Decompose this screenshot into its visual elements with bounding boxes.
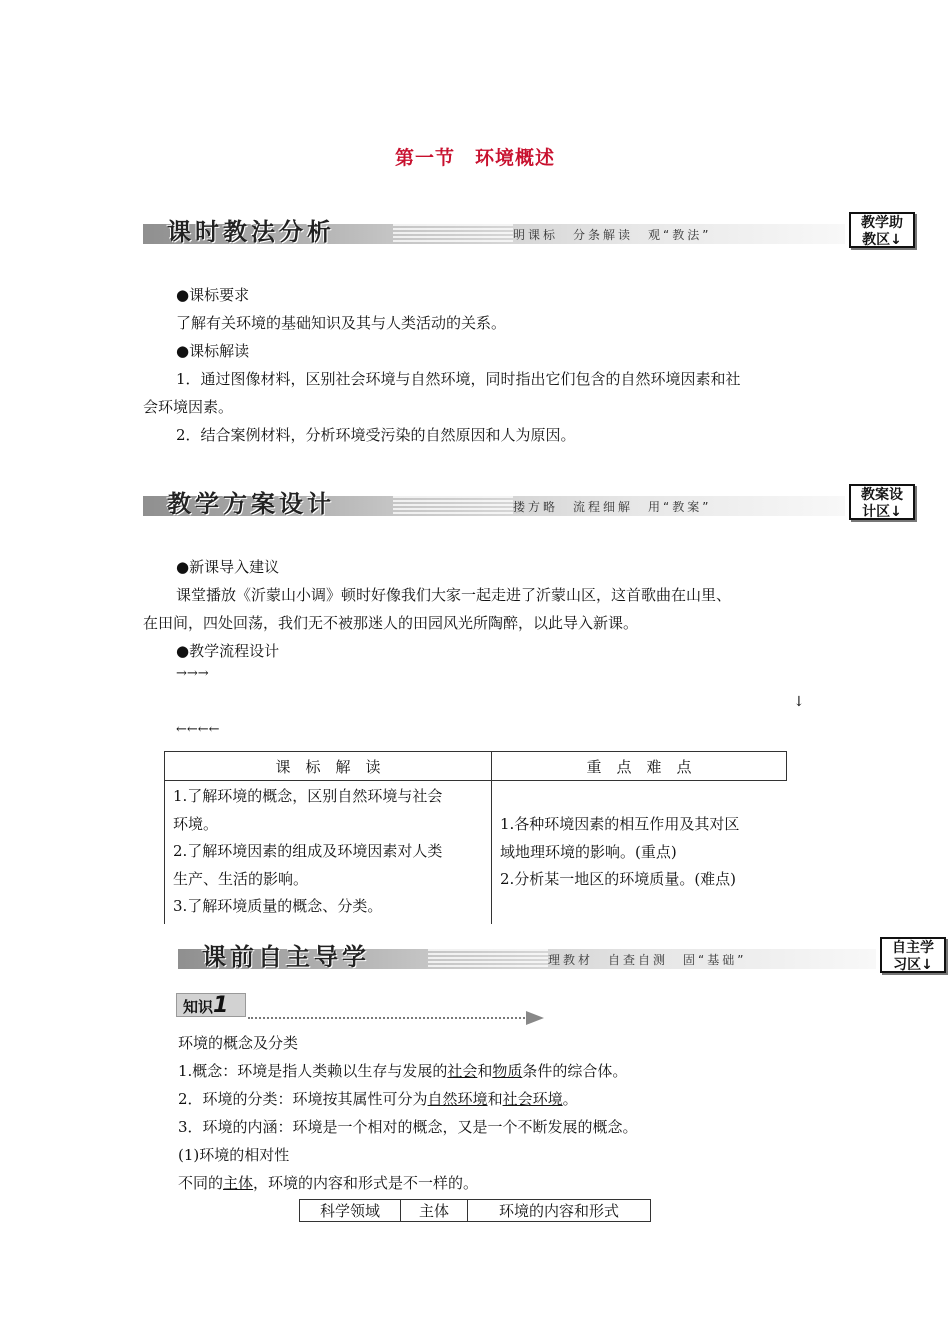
underlined-term: 主体 <box>223 1174 254 1192</box>
cell-line: 生产、生活的影响。 <box>173 869 309 888</box>
knowledge-point-2 <box>178 1088 578 1109</box>
knowledge-subpoint: (1)环境的相对性 <box>178 1146 290 1164</box>
cell-line: 环境。 <box>173 814 219 833</box>
banner-side-box <box>849 484 915 520</box>
text-run: 和 <box>477 1062 493 1080</box>
text-run: 不同的 <box>178 1174 224 1192</box>
text-run: 。 <box>562 1090 578 1108</box>
banner-self-study <box>178 937 946 977</box>
flow-arrows-right: →→→ <box>176 666 209 681</box>
table-cell-key-points <box>492 781 787 924</box>
standard-requirement-text: 了解有关环境的基础知识及其与人类活动的关系。 <box>176 314 507 332</box>
arrow-right-icon <box>526 1011 544 1025</box>
text-run: 1.概念：环境是指人类赖以生存与发展的 <box>178 1062 448 1080</box>
box-line-1: 教案设 <box>861 487 903 503</box>
cell-line: 2.分析某一地区的环境质量。(难点) <box>500 870 737 888</box>
cell-line: 3.了解环境质量的概念、分类。 <box>173 897 383 915</box>
standard-requirement-label: ●课标要求 <box>176 286 250 304</box>
standard-reading-label: ●课标解读 <box>176 342 250 360</box>
banner-heading: 教学方案设计 <box>167 490 335 518</box>
text-run: 2．环境的分类：环境按其属性可分为 <box>178 1090 428 1108</box>
page-title: 第一节 环境概述 <box>394 147 555 169</box>
banner-stripes <box>393 496 513 516</box>
knowledge-dotted-line <box>248 1017 528 1019</box>
table-header: 主体 <box>401 1200 468 1222</box>
underlined-term: 社会 <box>447 1062 478 1080</box>
box-line-1: 教学助 <box>861 215 903 231</box>
banner-teaching-plan <box>143 484 915 524</box>
banner-heading: 课前自主导学 <box>202 943 370 971</box>
table-cell-standards <box>165 781 492 924</box>
table-header: 重 点 难 点 <box>492 752 787 781</box>
banner-side-box <box>880 937 946 973</box>
knowledge-point-3: 3．环境的内涵：环境是一个相对的概念，又是一个不断发展的概念。 <box>178 1118 638 1136</box>
text-run: 条件的综合体。 <box>522 1062 628 1080</box>
text-run: 和 <box>487 1090 503 1108</box>
flow-arrows-left: ←←←← <box>176 722 220 737</box>
banner-heading: 课时教法分析 <box>167 218 335 246</box>
cell-line: 1.了解环境的概念，区别自然环境与社会 <box>173 787 443 805</box>
box-line-2: 习区↓ <box>893 957 933 973</box>
reading-item-1b: 会环境因素。 <box>143 398 234 416</box>
knowledge-badge <box>176 993 246 1017</box>
box-line-2: 计区↓ <box>862 504 902 520</box>
intro-suggestion-label: ●新课导入建议 <box>176 558 280 576</box>
table-header: 科学领域 <box>300 1200 401 1222</box>
cell-line: 1.各种环境因素的相互作用及其对区 <box>500 815 740 833</box>
cell-line: 2.了解环境因素的组成及环境因素对人类 <box>173 842 443 860</box>
knowledge-point-1 <box>178 1060 627 1081</box>
banner-stripes <box>428 949 548 969</box>
intro-text-a: 课堂播放《沂蒙山小调》顿时好像我们大家一起走进了沂蒙山区，这首歌曲在山里、 <box>176 586 732 604</box>
underlined-term: 自然环境 <box>427 1090 488 1108</box>
knowledge-topic: 环境的概念及分类 <box>178 1034 299 1052</box>
banner-slogan: 明课标 分条解读 观“教法” <box>513 228 712 242</box>
text-run: ，环境的内容和形式是不一样的。 <box>253 1174 479 1192</box>
underlined-term: 物质 <box>492 1062 523 1080</box>
reading-item-1a: 1．通过图像材料，区别社会环境与自然环境，同时指出它们包含的自然环境因素和社 <box>176 370 741 388</box>
table-header: 环境的内容和形式 <box>468 1200 651 1222</box>
knowledge-badge-number: 1 <box>213 993 229 1018</box>
banner-slogan: 理教材 自查自测 固“基础” <box>548 953 747 967</box>
box-line-2: 教区↓ <box>862 232 902 248</box>
banner-stripes <box>393 224 513 244</box>
flow-arrow-down: ↓ <box>793 694 805 710</box>
box-line-1: 自主学 <box>892 940 934 956</box>
knowledge-relativity-text <box>178 1172 478 1193</box>
intro-text-b: 在田间，四处回荡，我们无不被那迷人的田园风光所陶醉，以此导入新课。 <box>143 614 639 632</box>
environment-table <box>299 1199 651 1222</box>
banner-slogan: 搂方略 流程细解 用“教案” <box>513 500 712 514</box>
cell-line: 域地理环境的影响。(重点) <box>500 842 677 861</box>
banner-side-box <box>849 212 915 248</box>
underlined-term: 社会环境 <box>502 1090 563 1108</box>
standards-table <box>164 751 787 924</box>
knowledge-badge-text: 知识 <box>183 998 214 1016</box>
table-header: 课 标 解 读 <box>165 752 492 781</box>
flow-design-label: ●教学流程设计 <box>176 642 280 660</box>
banner-teaching-analysis <box>143 212 915 252</box>
reading-item-2: 2．结合案例材料，分析环境受污染的自然原因和人为原因。 <box>176 426 576 444</box>
